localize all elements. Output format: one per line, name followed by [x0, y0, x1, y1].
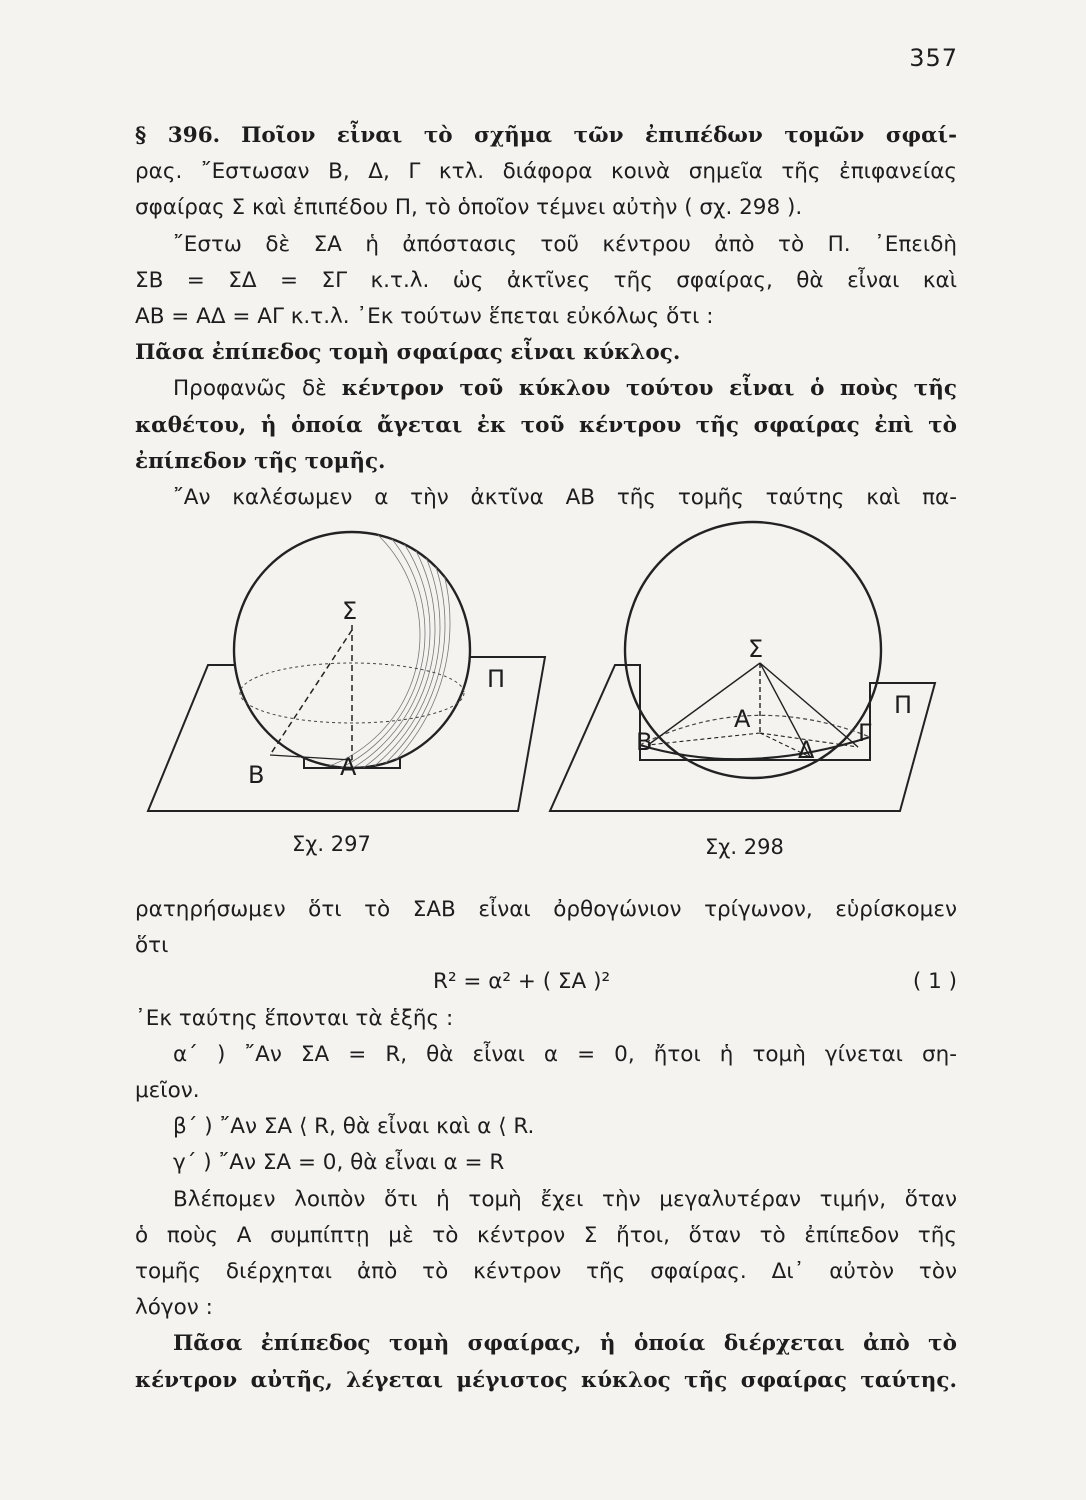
caption-297: Σχ. 297: [292, 832, 371, 856]
section-title: Ποῖον εἶναι τὸ σχῆμα τῶν ἐπιπέδων τομῶν σφαί-: [241, 123, 958, 148]
paragraph-2-line-1: [135, 371, 957, 407]
plane-pi-298: [550, 665, 935, 811]
text-line: ᾿Εκ ταύτης ἕπονται τὰ ἑξῆς :: [135, 1005, 454, 1031]
figure-297: [130, 515, 550, 855]
text-line: λόγον :: [135, 1295, 213, 1321]
figure-298: [540, 515, 940, 855]
label-b-297: Β: [248, 761, 265, 789]
label-sigma-298: Σ: [748, 635, 764, 663]
text-line: ὁ ποὺς Α συμπίπτῃ μὲ τὸ κέντρον Σ ἤτοι, ὅταν τὸ ἐπίπεδον τῆς: [135, 1222, 957, 1248]
case-b: β΄ ) ῎Αν ΣΑ ⟨ R, θὰ εἶναι καὶ α ⟨ R.: [173, 1114, 535, 1140]
page-number: 357: [909, 44, 958, 72]
theorem-2-line-1: Πᾶσα ἐπίπεδος τομὴ σφαίρας, ἡ ὁποία διέρχεται ἀπὸ τὸ: [173, 1331, 957, 1357]
text-line: Βλέπομεν λοιπὸν ὅτι ἡ τομὴ ἔχει τὴν μεγαλυτέραν τιμήν, ὅταν: [173, 1186, 957, 1212]
case-a-continued: μεῖον.: [135, 1078, 200, 1103]
case-c: γ΄ ) ῎Αν ΣΑ = 0, θὰ εἶναι α = R: [173, 1150, 505, 1176]
section-back-298: [640, 715, 870, 745]
section-number: § 396.: [135, 123, 221, 148]
text-line: ΑΒ = ΑΔ = ΑΓ κ.τ.λ. ᾿Εκ τούτων ἕπεται εὐκόλως ὅτι :: [135, 304, 714, 330]
formula-row: [135, 964, 957, 1000]
caption-298: Σχ. 298: [705, 835, 784, 859]
formula: R² = α² + ( ΣΑ )²: [433, 969, 611, 995]
theorem-2-line-2: κέντρον αὐτῆς, λέγεται μέγιστος κύκλος τῆς σφαίρας ταύτης.: [135, 1367, 957, 1393]
label-g-298: Γ: [858, 719, 872, 747]
paragraph-2-bold-2: καθέτου, ἡ ὁποία ἄγεται ἐκ τοῦ κέντρου τῆς σφαίρας ἐπὶ τὸ: [135, 412, 957, 438]
label-a-297: Α: [340, 753, 357, 781]
text-line: ΣΒ = ΣΔ = ΣΓ κ.τ.λ. ὡς ἀκτῖνες τῆς σφαίρας, θὰ εἶναι καὶ: [135, 267, 957, 293]
text-line: ρατηρήσωμεν ὅτι τὸ ΣΑΒ εἶναι ὀρθογώνιον τρίγωνον, εὑρίσκομεν: [135, 897, 957, 922]
continuation-text: [135, 892, 957, 1399]
paragraph-2-start: Προφανῶς δὲ: [173, 376, 327, 402]
text-line: ρας. ῎Εστωσαν Β, Δ, Γ κτλ. διάφορα κοινὰ σημεῖα τῆς ἐπιφανείας: [135, 159, 957, 185]
text-line: τομῆς διέρχηται ἀπὸ τὸ κέντρον τῆς σφαίρας. Δι᾿ αὐτὸν τὸν: [135, 1259, 957, 1285]
text-line: ῎Εστω δὲ ΣΑ ἡ ἀπόστασις τοῦ κέντρου ἀπὸ τὸ Π. ᾿Επειδὴ: [173, 231, 957, 257]
label-pi-298: Π: [894, 691, 913, 719]
label-a-298: Α: [734, 705, 751, 733]
paragraph-2-bold-1: κέντρον τοῦ κύκλου τούτου εἶναι ὁ ποὺς τῆς: [341, 376, 957, 402]
text-line: σφαίρας Σ καὶ ἐπιπέδου Π, τὸ ὁποῖον τέμνει αὐτὴν ( σχ. 298 ).: [135, 195, 803, 221]
section-heading-line: [135, 118, 957, 154]
line-sigma-g-298: [760, 663, 858, 747]
theorem-1: Πᾶσα ἐπίπεδος τομὴ σφαίρας εἶναι κύκλος.: [135, 340, 681, 366]
paragraph-3: ῎Αν καλέσωμεν α τὴν ἀκτῖνα ΑΒ τῆς τομῆς ταύτης καὶ πα-: [173, 485, 957, 511]
label-pi-297: Π: [487, 665, 506, 693]
paragraph-2-bold-3: ἐπίπεδον τῆς τομῆς.: [135, 448, 386, 474]
section-396-text: [135, 118, 957, 516]
text-line: ὅτι: [135, 933, 169, 959]
label-b-298: Β: [636, 728, 653, 756]
label-d-298: Δ: [798, 736, 815, 764]
case-a: α΄ ) ῎Αν ΣΑ = R, θὰ εἶναι α = 0, ἤτοι ἡ τομὴ γίνεται ση-: [173, 1041, 957, 1067]
formula-number: ( 1 ): [912, 969, 957, 995]
label-sigma-297: Σ: [342, 597, 358, 625]
